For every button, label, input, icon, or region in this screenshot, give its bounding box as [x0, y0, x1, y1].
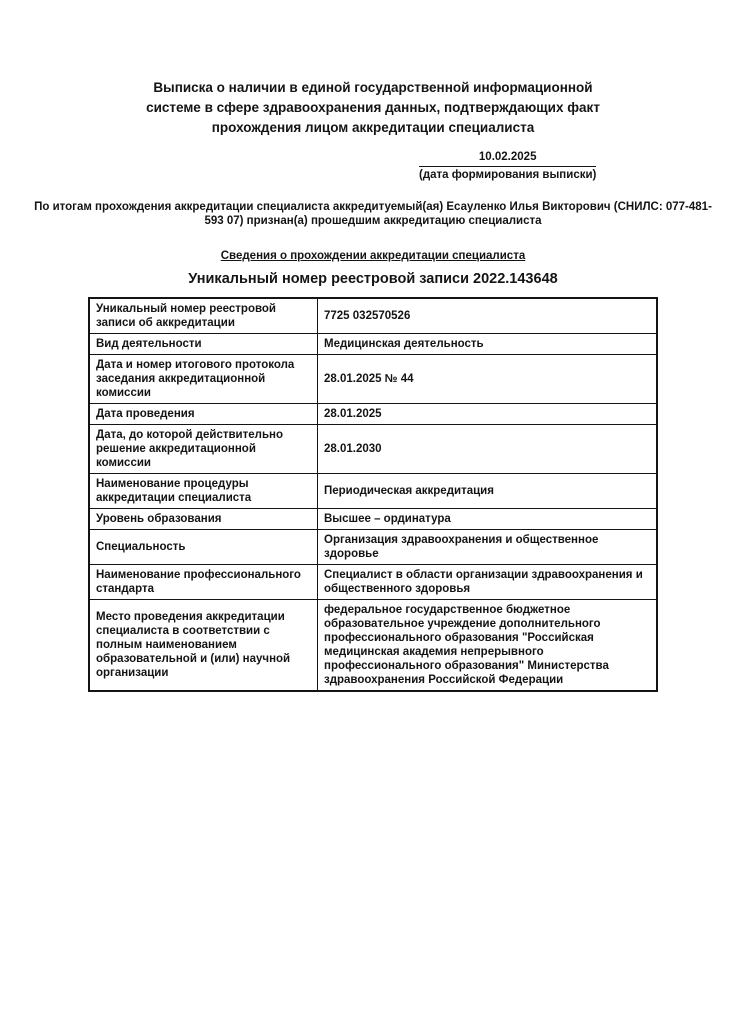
field-value: 28.01.2025 [318, 404, 658, 425]
table-row [89, 474, 657, 509]
field-label: Наименование профессионального стандарта [89, 565, 318, 600]
field-label: Дата, до которой действительно решение аккредитационной комиссии [89, 425, 318, 474]
table-row [89, 425, 657, 474]
table-row [89, 334, 657, 355]
extract-date-wrap [0, 150, 746, 183]
registry-number-heading: Уникальный номер реестровой записи 2022.143648 [188, 271, 558, 287]
field-value: Медицинская деятельность [318, 334, 658, 355]
field-value: 28.01.2025 № 44 [318, 355, 658, 404]
table-row [89, 355, 657, 404]
table-row [89, 404, 657, 425]
field-value: 7725 032570526 [318, 298, 658, 334]
field-value: Специалист в области организации здравоохранения и общественного здоровья [318, 565, 658, 600]
document-title [0, 0, 746, 138]
field-value: 28.01.2030 [318, 425, 658, 474]
field-label: Специальность [89, 530, 318, 565]
table-row [89, 509, 657, 530]
field-label: Место проведения аккредитации специалиста в соответствии с полным наименованием образовательной и (или) научной организации [89, 600, 318, 692]
field-value: Организация здравоохранения и общественное здоровье [318, 530, 658, 565]
field-label: Вид деятельности [89, 334, 318, 355]
table-row [89, 298, 657, 334]
field-label: Дата и номер итогового протокола заседания аккредитационной комиссии [89, 355, 318, 404]
summary-line-1: По итогам прохождения аккредитации специалиста аккредитуемый(ая) Есауленко Илья Викторович (СНИЛС: 077-481- [34, 201, 712, 213]
title-line-2: системе в сфере здравоохранения данных, подтверждающих факт [146, 100, 600, 115]
title-line-3: прохождения лицом аккредитации специалиста [211, 120, 535, 135]
summary-line-2: 593 07) признан(а) прошедшим аккредитацию специалиста [204, 215, 542, 227]
table-row [89, 600, 657, 692]
field-label: Дата проведения [89, 404, 318, 425]
field-label: Уровень образования [89, 509, 318, 530]
extract-date: 10.02.2025 [419, 150, 596, 167]
field-value: федеральное государственное бюджетное образовательное учреждение дополнительного профессионального образования "Российская медицинская академия непрерывного профессионального образования" Министерства здравоохранения Российской Федерации [318, 600, 658, 692]
field-label: Уникальный номер реестровой записи об аккредитации [89, 298, 318, 334]
title-line-1: Выписка о наличии в единой государственной информационной [153, 80, 593, 95]
table-row [89, 530, 657, 565]
field-value: Периодическая аккредитация [318, 474, 658, 509]
field-label: Наименование процедуры аккредитации специалиста [89, 474, 318, 509]
extract-date-caption: (дата формирования выписки) [419, 169, 597, 181]
field-value: Высшее – ординатура [318, 509, 658, 530]
extract-date-block [419, 150, 596, 183]
section-title: Сведения о прохождении аккредитации специалиста [220, 250, 526, 262]
accreditation-summary [0, 200, 746, 228]
table-row [89, 565, 657, 600]
accreditation-table [88, 297, 658, 692]
